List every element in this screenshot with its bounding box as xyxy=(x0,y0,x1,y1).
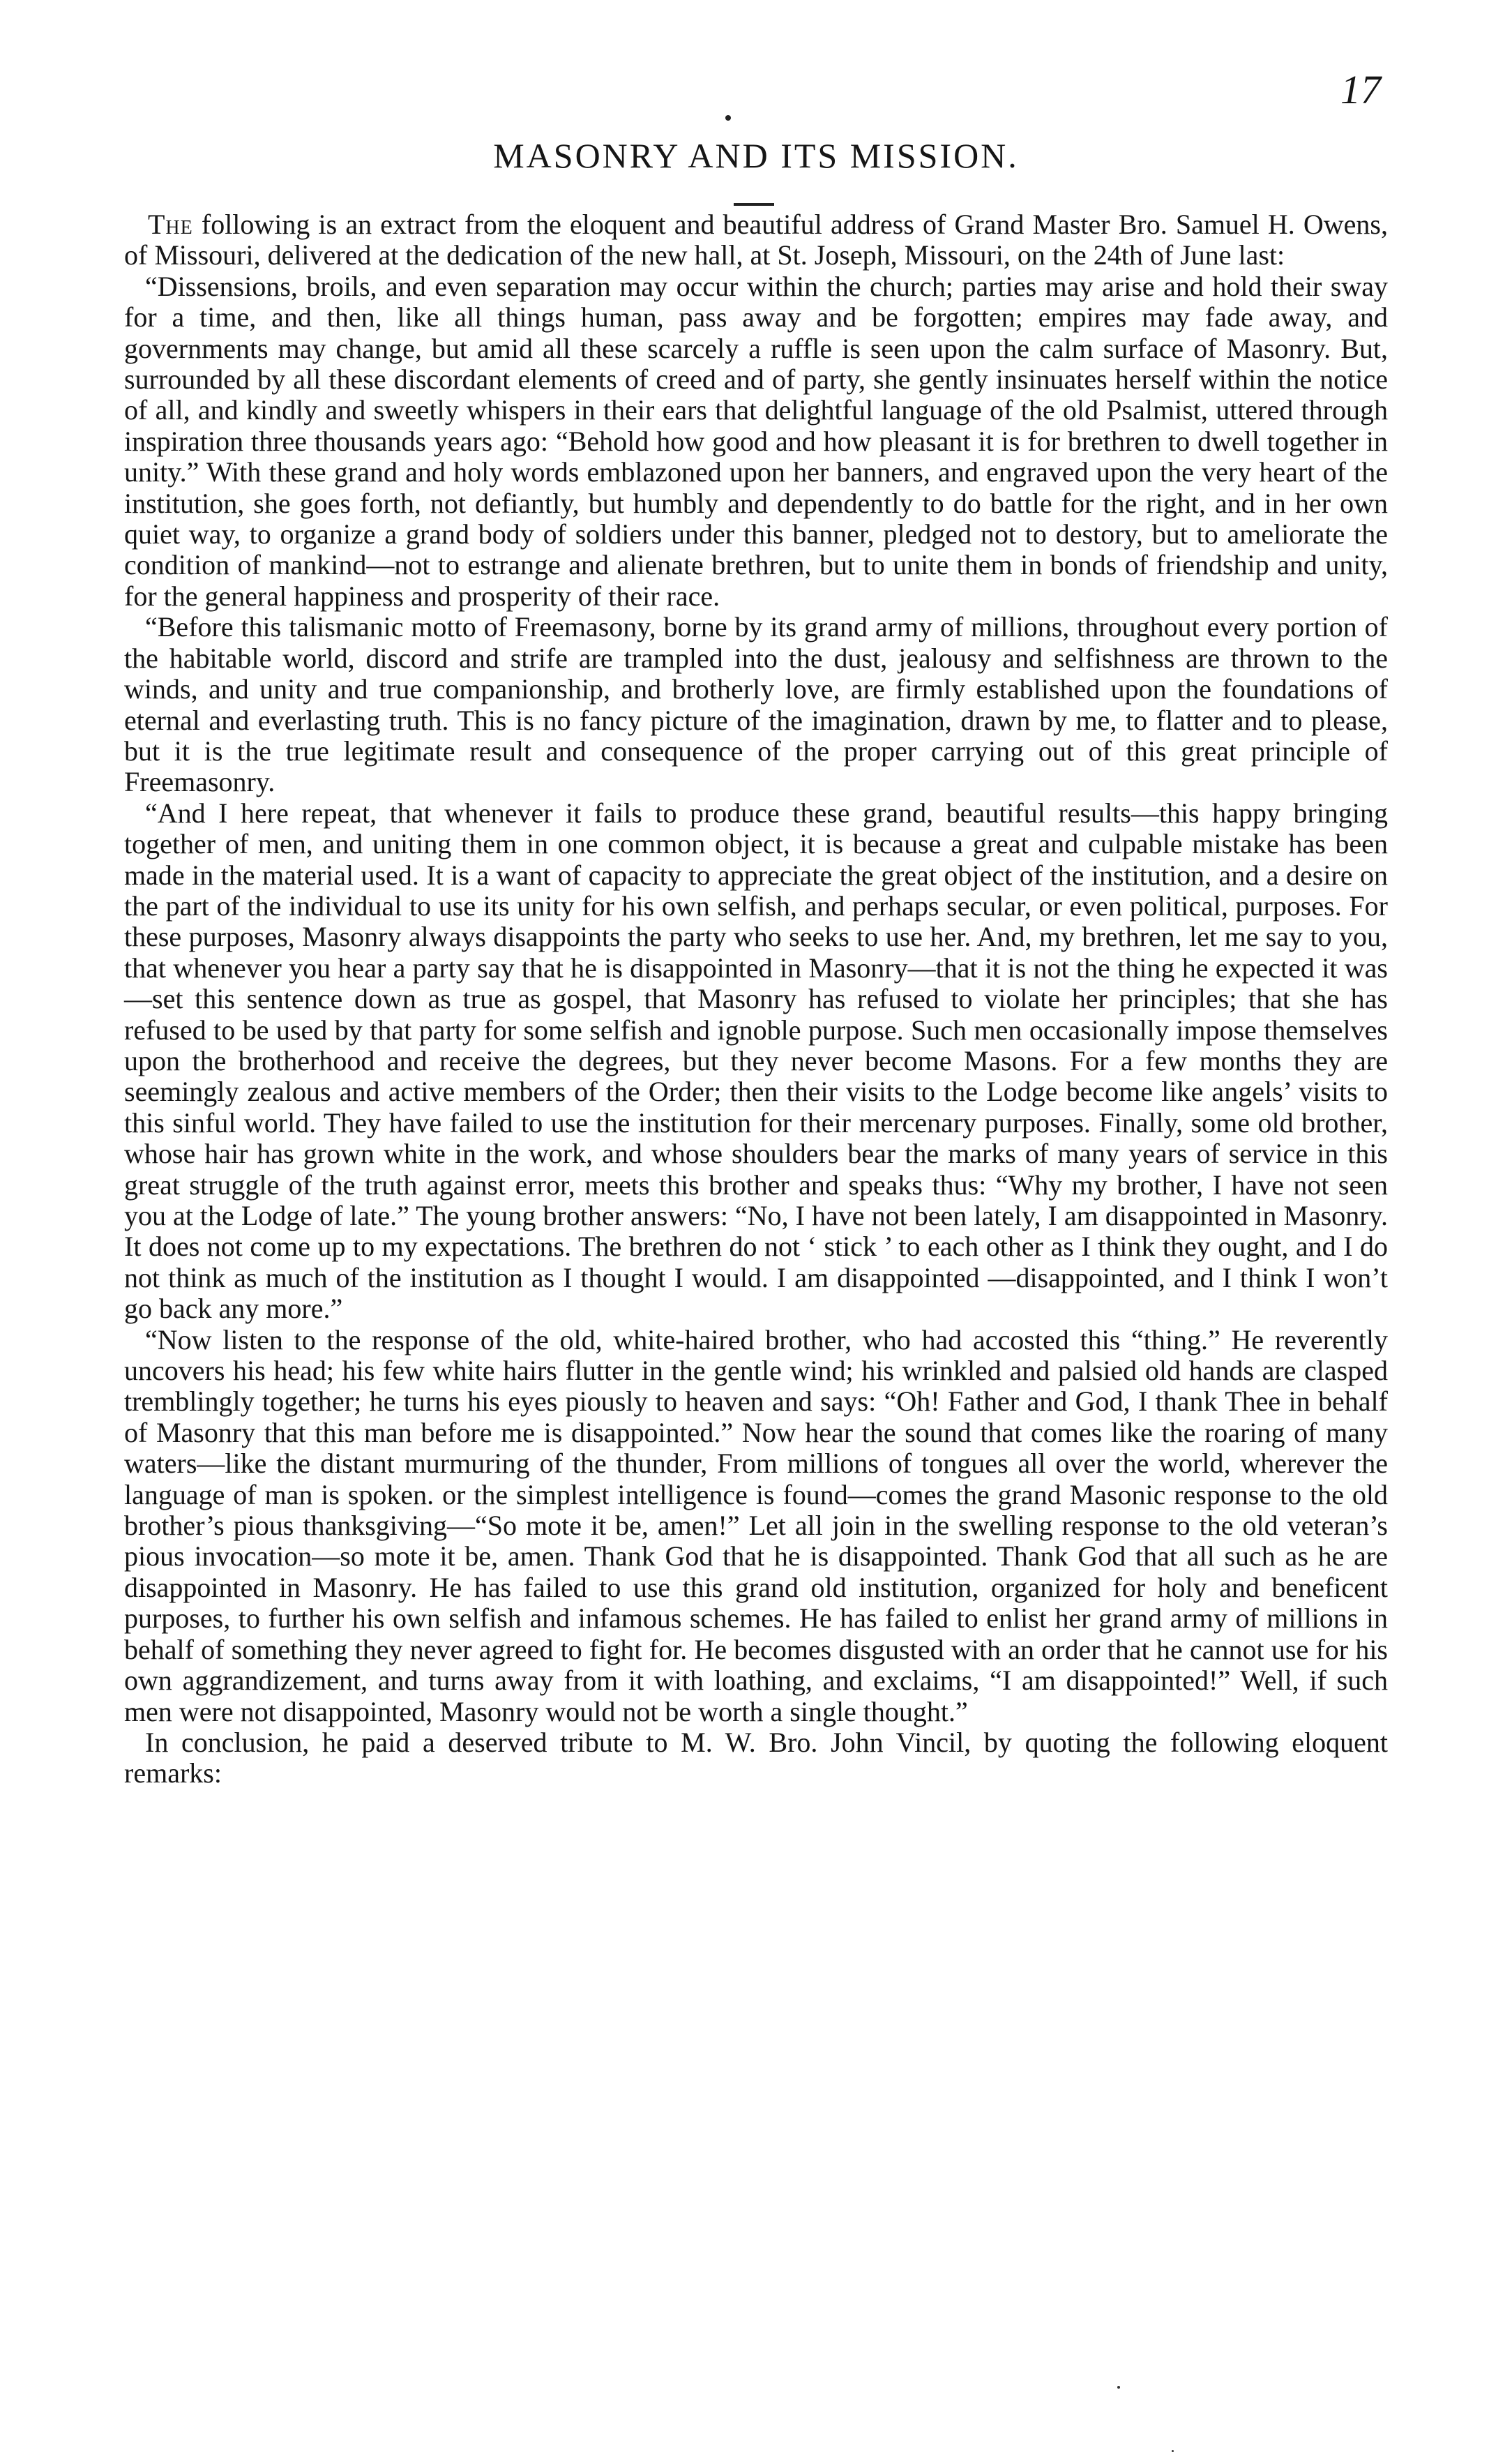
intro-paragraph xyxy=(124,209,1388,271)
conclusion-paragraph: In conclusion, he paid a deserved tribute to M. W. Bro. John Vincil, by quoting the following eloquent remarks: xyxy=(124,1726,1388,1789)
page-number: 17 xyxy=(1340,67,1381,112)
intro-text: following is an extract from the eloquent and beautiful address of Grand Master Bro. Samuel H. Owens, of Missouri, delivered at the dedication of the new hall, at St. Joseph, Missouri, on the 24th of June last: xyxy=(124,209,1388,271)
print-speck xyxy=(1117,2386,1120,2389)
article-body xyxy=(124,209,1388,1789)
print-dot xyxy=(725,115,731,121)
title-rule xyxy=(734,203,774,206)
quote-paragraph-2: “Before this talismanic motto of Freemasony, borne by its grand army of millions, throughout every portion of the habitable world, discord and strife are trampled into the dust, jealousy and selfishness are thrown to the winds, and unity and true companionship, and brotherly love, are firmly established upon the foundations of eternal and everlasting truth. This is no fancy picture of the imagination, drawn by me, to flatter and to please, but it is the true legitimate result and consequence of the proper carrying out of this great principle of Freemasonry. xyxy=(124,611,1388,798)
print-speck xyxy=(1172,2450,1174,2452)
quote-paragraph-4: “Now listen to the response of the old, white-haired brother, who had accosted this “thing.” He reverently uncovers his head; his few white hairs flutter in the gentle wind; his wrinkled and palsied old hands are clasped tremblingly together; he turns his eyes piously to heaven and says: “Oh! Father and God, I thank Thee in behalf of Masonry that this man before me is disappointed.” Now hear the sound that comes like the roaring of many waters—like the distant murmuring of the thunder, From millions of tongues all over the world, wherever the language of man is spoken. or the simplest intelligence is found—comes the grand Masonic response to the old brother’s pious thanksgiving—“So mote it be, amen!” Let all join in the swelling response to the old veteran’s pious invocation—so mote it be, amen. Thank God that he is disappointed. Thank God that all such as he are disappointed in Masonry. He has failed to use this grand old institution, organized for holy and beneficent purposes, to further his own selfish and infamous schemes. He has failed to enlist her grand army of millions in behalf of something they never agreed to fight for. He becomes disgusted with an order that he cannot use for his own aggrandizement, and turns away from it with loathing, and exclaims, “I am disappointed!” Well, if such men were not disappointed, Masonry would not be worth a single thought.” xyxy=(124,1323,1388,1727)
intro-lead: The xyxy=(148,209,193,240)
quote-paragraph-3: “And I here repeat, that whenever it fails to produce these grand, beautiful results—this happy bringing together of men, and uniting them in one common object, it is because a great and culpable mistake has been made in the material used. It is a want of capacity to appreciate the great object of the institution, and a desire on the part of the individual to use its unity for his own selfish, and perhaps secular, or even political, purposes. For these purposes, Masonry always disappoints the party who seeks to use her. And, my brethren, let me say to you, that whenever you hear a party say that he is disappointed in Masonry—that it is not the thing he expected it was—set this sentence down as true as gospel, that Masonry has refused to violate her principles; that she has refused to be used by that party for some selfish and ignoble purpose. Such men occasionally impose themselves upon the brotherhood and receive the degrees, but they never become Masons. For a few months they are seemingly zealous and active members of the Order; then their visits to the Lodge become like angels’ visits to this sinful world. They have failed to use the institution for their mercenary purposes. Finally, some old brother, whose hair has grown white in the work, and whose shoulders bear the marks of many years of service in this great struggle of the truth against error, meets this brother and speaks thus: “Why my brother, I have not seen you at the Lodge of late.” The young brother answers: “No, I have not been lately, I am disappointed in Masonry. It does not come up to my expectations. The brethren do not ‘ stick ’ to each other as I think they ought, and I do not think as much of the institution as I thought I would. I am disappointed —disappointed, and I think I won’t go back any more.” xyxy=(124,797,1388,1325)
quote-paragraph-1: “Dissensions, broils, and even separation may occur within the church; parties may arise and hold their sway for a time, and then, like all things human, pass away and be forgotten; empires may fade away, and governments may change, but amid all these scarcely a ruffle is seen upon the calm surface of Masonry. But, surrounded by all these discordant elements of creed and of party, she gently insinuates herself within the notice of all, and kindly and sweetly whispers in their ears that delightful language of the old Psalmist, uttered through inspiration three thousands years ago: “Behold how good and how pleasant it is for brethren to dwell together in unity.” With these grand and holy words emblazoned upon her banners, and engraved upon the very heart of the institution, she goes forth, not defiantly, but humbly and dependently to do battle for the right, and in her own quiet way, to organize a grand body of soldiers under this banner, pledged not to destory, but to ameliorate the condition of mankind—not to estrange and alienate brethren, but to unite them in bonds of friendship and unity, for the general happiness and prosperity of their race. xyxy=(124,270,1388,612)
article-title: MASONRY AND ITS MISSION. xyxy=(493,136,1019,175)
